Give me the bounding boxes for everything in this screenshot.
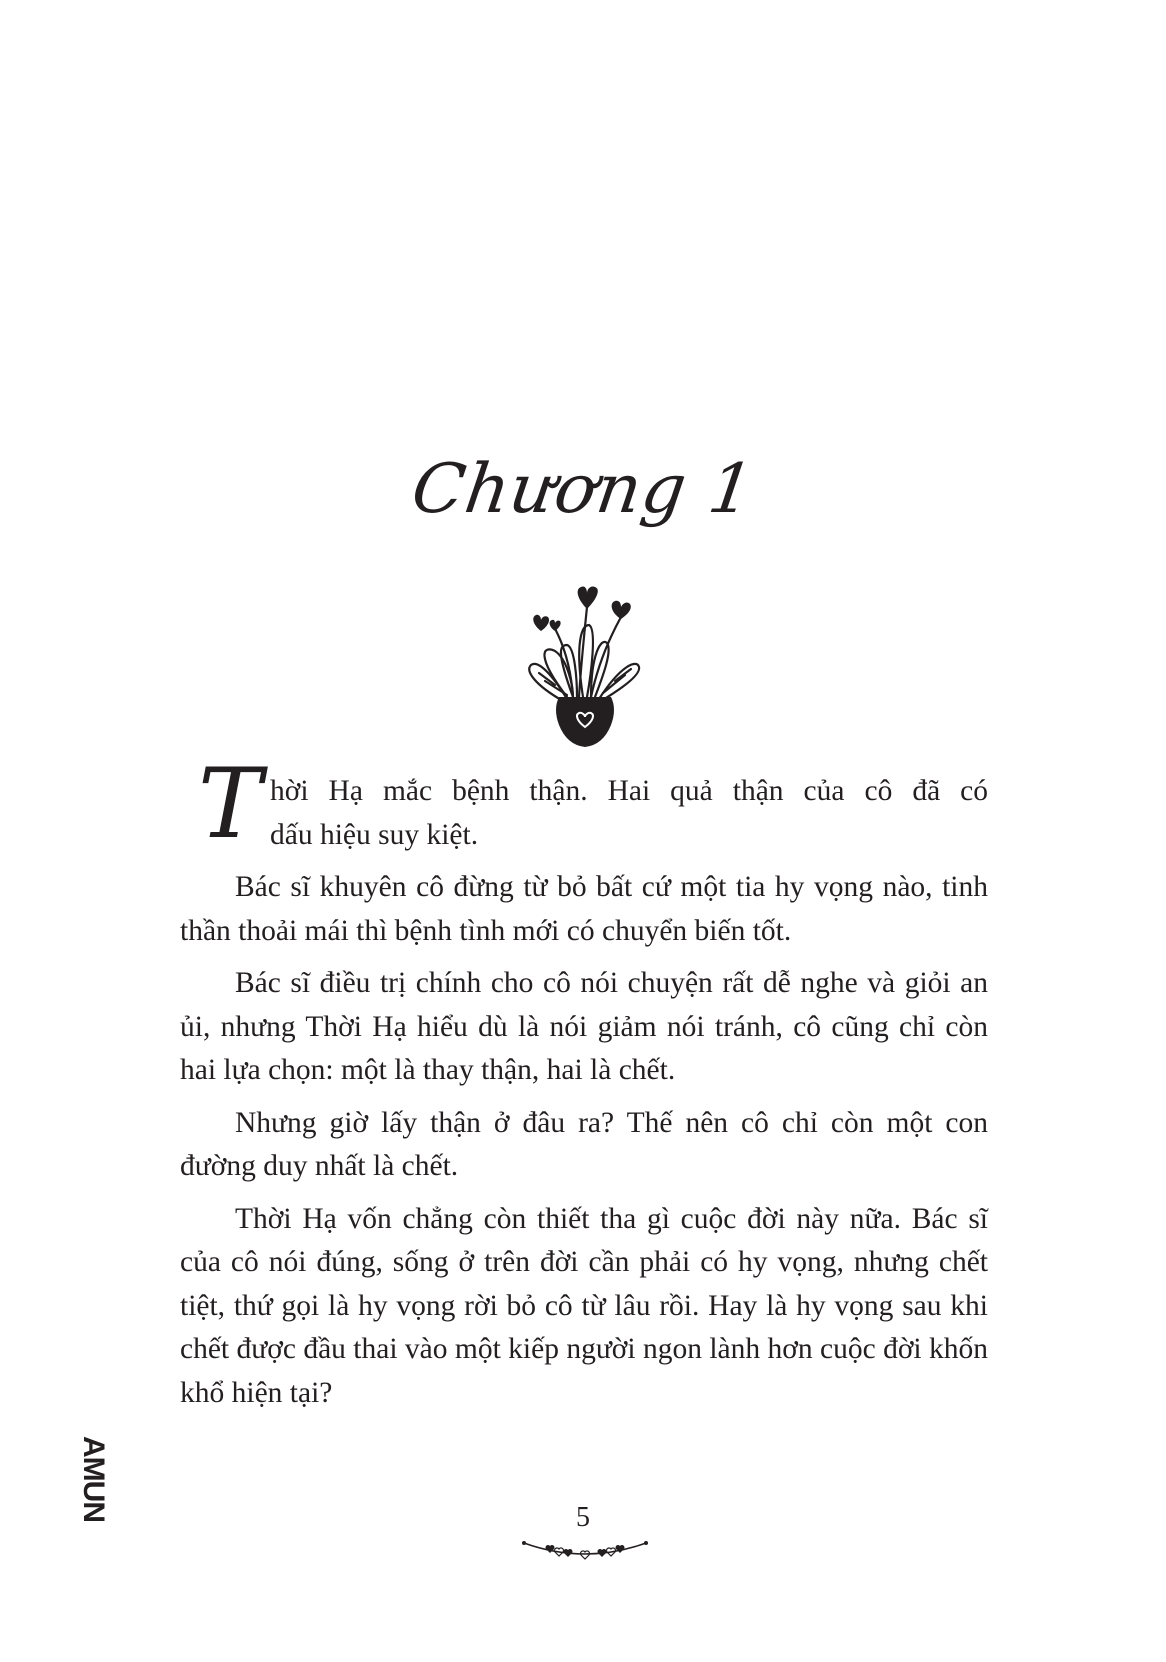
paragraph: Thời Hạ vốn chẳng còn thiết tha gì cuộc đời này nữa. Bác sĩ của cô nói đúng, sống ở trên đời cần phải có hy vọng, nhưng chết tiệt, thứ gọi là hy vọng rời bỏ cô từ lâu rồi. Hay là hy vọng sau khi chết được đầu thai vào một kiếp người ngon lành hơn cuộc đời khốn khổ hiện tại? <box>180 1202 988 1409</box>
paragraph: Nhưng giờ lấy thận ở đâu ra? Thế nên cô chỉ còn một con đường duy nhất là chết. <box>180 1106 988 1182</box>
heart-garland-ornament-icon <box>520 1535 650 1565</box>
opening-line-rest: dấu hiệu suy kiệt. <box>270 818 479 851</box>
publisher-logo <box>70 1436 110 1522</box>
drop-cap: T <box>198 748 263 860</box>
chapter-title: Chương 1 <box>407 450 759 529</box>
opening-paragraph <box>180 748 988 860</box>
chapter-body <box>180 748 988 1424</box>
flower-vase-ornament-icon <box>515 585 655 765</box>
paragraph: Bác sĩ điều trị chính cho cô nói chuyện rất dễ nghe và giỏi an ủi, nhưng Thời Hạ hiểu dù là nói giảm nói tránh, cô cũng chỉ còn hai lựa chọn: một là thay thận, hai là chết. <box>180 967 988 1086</box>
page-number: 5 <box>576 1502 590 1533</box>
publisher-logo-text: AMUN <box>77 1436 110 1522</box>
opening-line: hời Hạ mắc bệnh thận. Hai quả thận của cô đã có <box>270 775 988 807</box>
paragraph: Bác sĩ khuyên cô đừng từ bỏ bất cứ một tia hy vọng nào, tinh thần thoải mái thì bệnh tình mới có chuyển biến tốt. <box>180 871 988 947</box>
